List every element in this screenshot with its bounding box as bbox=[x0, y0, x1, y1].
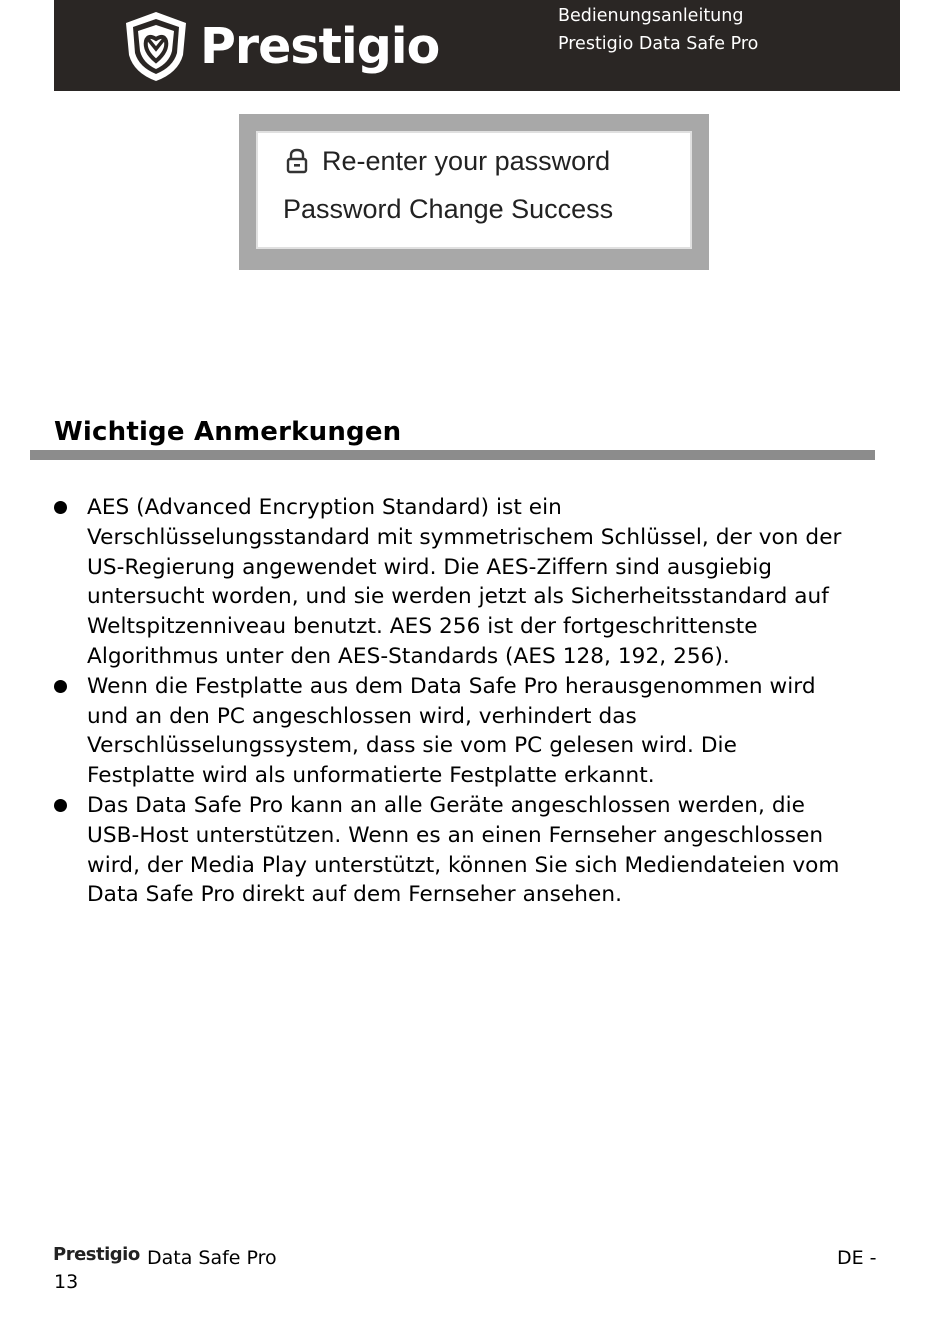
dialog-panel bbox=[256, 131, 692, 249]
prestigio-logo bbox=[120, 9, 440, 84]
bullet-icon bbox=[54, 799, 67, 812]
footer-brand-logo: Prestigio bbox=[53, 1244, 140, 1265]
text-line: US-Regierung angewendet wird. Die AES-Ziffern sind ausgiebig bbox=[87, 554, 772, 580]
text-line: Das Data Safe Pro kann an alle Geräte angeschlossen werden, die bbox=[87, 792, 805, 818]
text-line: wird, der Media Play unterstützt, können Sie sich Mediendateien vom bbox=[87, 852, 840, 878]
text-line: Weltspitzenniveau benutzt. AES 256 ist der fortgeschrittenste bbox=[87, 614, 758, 640]
text-line: Verschlüsselungssystem, dass sie vom PC gelesen wird. Die bbox=[87, 733, 737, 759]
reenter-password-line bbox=[286, 146, 610, 177]
notes-list bbox=[54, 493, 884, 910]
text-line: Data Safe Pro direkt auf dem Fernseher ansehen. bbox=[87, 882, 623, 908]
text-line: Algorithmus unter den AES-Standards (AES 128, 192, 256). bbox=[87, 643, 730, 669]
brand-wordmark: Prestigio bbox=[200, 18, 440, 75]
footer-language: DE - bbox=[837, 1247, 877, 1269]
reenter-password-text: Re-enter your password bbox=[322, 146, 611, 176]
bullet-icon bbox=[54, 501, 67, 514]
text-line: Festplatte wird als unformatierte Festplatte erkannt. bbox=[87, 763, 655, 789]
password-change-success-text: Password Change Success bbox=[283, 194, 614, 224]
doc-type: Bedienungsanleitung bbox=[558, 6, 744, 26]
password-dialog-screenshot bbox=[239, 114, 709, 270]
text-line: untersucht worden, und sie werden jetzt als Sicherheitsstandard auf bbox=[87, 584, 829, 610]
text-line: Verschlüsselungsstandard mit symmetrischem Schlüssel, der von der bbox=[87, 524, 842, 550]
page-number: 13 bbox=[54, 1271, 79, 1293]
text-line: USB-Host unterstützen. Wenn es an einen Fernseher angeschlossen bbox=[87, 822, 824, 848]
page-header bbox=[54, 0, 900, 91]
list-item bbox=[54, 791, 884, 910]
text-line: und an den PC angeschlossen wird, verhindert das bbox=[87, 703, 637, 729]
section-divider bbox=[30, 450, 875, 460]
list-item bbox=[54, 493, 884, 672]
text-line: AES (Advanced Encryption Standard) ist ein bbox=[87, 495, 562, 520]
list-item bbox=[54, 672, 884, 791]
header-meta bbox=[558, 2, 758, 58]
text-line: Wenn die Festplatte aus dem Data Safe Pro herausgenommen wird bbox=[87, 673, 816, 699]
shield-logo-icon bbox=[120, 9, 192, 84]
section-title: Wichtige Anmerkungen bbox=[54, 417, 402, 447]
footer-product: Data Safe Pro bbox=[147, 1247, 277, 1269]
product-name: Prestigio Data Safe Pro bbox=[558, 34, 759, 54]
bullet-icon bbox=[54, 680, 67, 693]
lock-icon bbox=[286, 148, 308, 174]
